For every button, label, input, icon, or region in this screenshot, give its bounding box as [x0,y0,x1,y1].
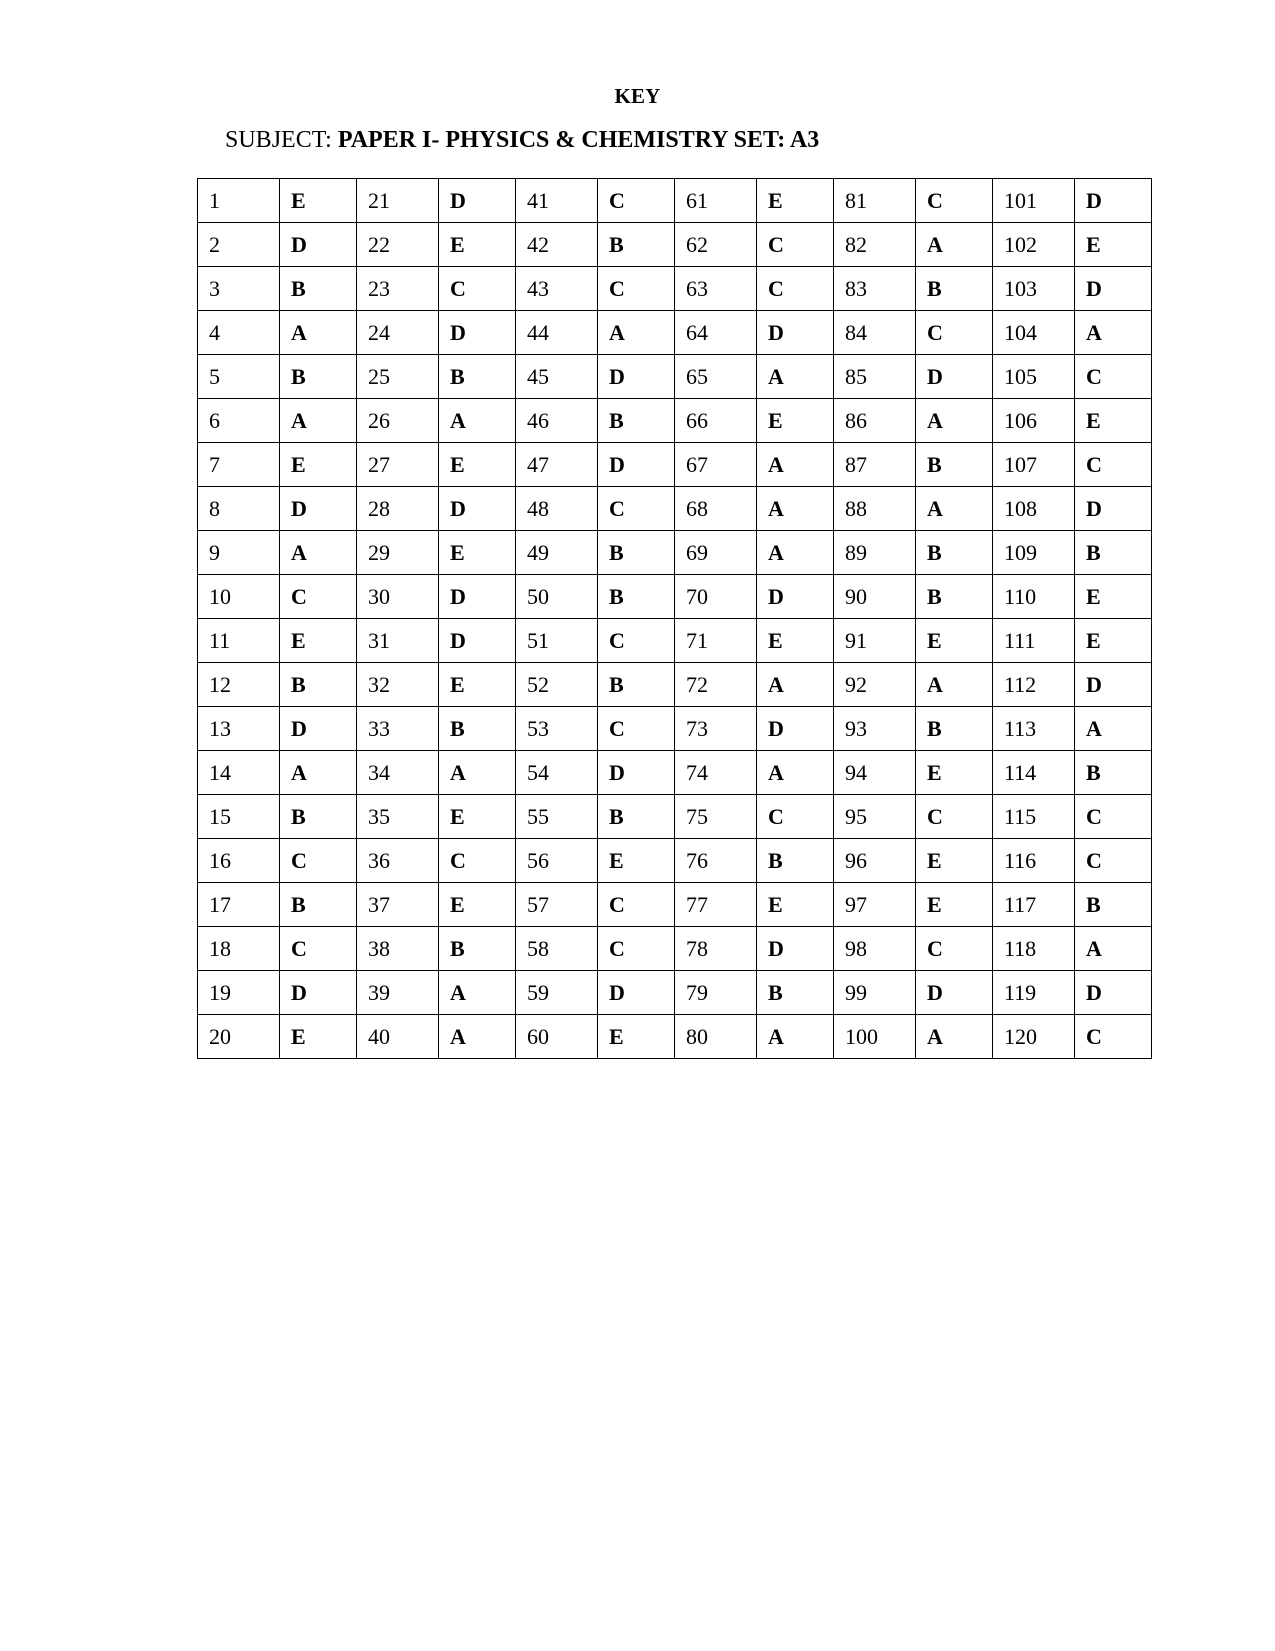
answer-letter-cell: D [598,751,675,795]
question-number-cell: 60 [516,1015,598,1059]
answer-letter-cell: E [280,443,357,487]
answer-letter-cell: B [757,971,834,1015]
question-number-cell: 77 [675,883,757,927]
answer-letter-cell: A [280,311,357,355]
answer-letter-cell: B [598,663,675,707]
answer-letter-cell: D [1075,267,1152,311]
question-number-cell: 58 [516,927,598,971]
subject-value: PAPER I- PHYSICS & CHEMISTRY SET: A3 [337,127,820,153]
question-number-cell: 59 [516,971,598,1015]
question-number-cell: 33 [357,707,439,751]
answer-letter-cell: C [757,267,834,311]
question-number-cell: 119 [993,971,1075,1015]
answer-letter-cell: A [916,1015,993,1059]
subject-label: SUBJECT: [225,127,338,153]
table-row [198,971,1152,1015]
answer-letter-cell: E [757,179,834,223]
answer-letter-cell: B [439,927,516,971]
question-number-cell: 16 [198,839,280,883]
answer-letter-cell: A [757,531,834,575]
question-number-cell: 8 [198,487,280,531]
question-number-cell: 54 [516,751,598,795]
question-number-cell: 84 [834,311,916,355]
answer-letter-cell: E [598,1015,675,1059]
question-number-cell: 80 [675,1015,757,1059]
question-number-cell: 27 [357,443,439,487]
answer-letter-cell: A [439,399,516,443]
answer-letter-cell: C [916,179,993,223]
answer-letter-cell: A [280,751,357,795]
answer-letter-cell: C [598,267,675,311]
question-number-cell: 87 [834,443,916,487]
answer-letter-cell: A [916,223,993,267]
answer-letter-cell: C [1075,795,1152,839]
page-title: KEY [614,84,661,108]
question-number-cell: 72 [675,663,757,707]
answer-letter-cell: E [598,839,675,883]
answer-letter-cell: E [1075,575,1152,619]
table-row [198,707,1152,751]
question-number-cell: 106 [993,399,1075,443]
question-number-cell: 64 [675,311,757,355]
question-number-cell: 53 [516,707,598,751]
answer-letter-cell: A [916,399,993,443]
answer-letter-cell: C [598,619,675,663]
table-row [198,355,1152,399]
answer-letter-cell: B [598,795,675,839]
answer-letter-cell: B [280,663,357,707]
answer-letter-cell: E [1075,399,1152,443]
answer-letter-cell: E [916,839,993,883]
answer-letter-cell: A [598,311,675,355]
table-row [198,927,1152,971]
answer-letter-cell: D [1075,179,1152,223]
question-number-cell: 19 [198,971,280,1015]
answer-letter-cell: E [439,883,516,927]
answer-letter-cell: D [757,707,834,751]
answer-letter-cell: B [280,355,357,399]
answer-letter-cell: D [916,355,993,399]
answer-letter-cell: C [598,487,675,531]
question-number-cell: 44 [516,311,598,355]
answer-letter-cell: B [1075,531,1152,575]
answer-letter-cell: C [439,267,516,311]
question-number-cell: 88 [834,487,916,531]
table-row [198,795,1152,839]
table-row [198,443,1152,487]
question-number-cell: 108 [993,487,1075,531]
answer-letter-cell: D [598,971,675,1015]
question-number-cell: 2 [198,223,280,267]
question-number-cell: 103 [993,267,1075,311]
subject-line [225,127,819,153]
question-number-cell: 69 [675,531,757,575]
answer-letter-cell: D [439,179,516,223]
question-number-cell: 7 [198,443,280,487]
question-number-cell: 102 [993,223,1075,267]
table-row [198,267,1152,311]
question-number-cell: 39 [357,971,439,1015]
answer-letter-cell: D [280,487,357,531]
answer-letter-cell: C [598,707,675,751]
question-number-cell: 82 [834,223,916,267]
question-number-cell: 22 [357,223,439,267]
answer-letter-cell: C [598,927,675,971]
question-number-cell: 25 [357,355,439,399]
question-number-cell: 83 [834,267,916,311]
table-row [198,575,1152,619]
question-number-cell: 28 [357,487,439,531]
question-number-cell: 40 [357,1015,439,1059]
question-number-cell: 110 [993,575,1075,619]
answer-letter-cell: A [1075,927,1152,971]
question-number-cell: 66 [675,399,757,443]
answer-letter-cell: A [757,751,834,795]
question-number-cell: 45 [516,355,598,399]
answer-letter-cell: A [757,663,834,707]
answer-letter-cell: B [916,707,993,751]
question-number-cell: 94 [834,751,916,795]
answer-letter-cell: B [1075,883,1152,927]
question-number-cell: 74 [675,751,757,795]
answer-letter-cell: B [280,883,357,927]
question-number-cell: 36 [357,839,439,883]
question-number-cell: 12 [198,663,280,707]
question-number-cell: 111 [993,619,1075,663]
question-number-cell: 100 [834,1015,916,1059]
table-row [198,311,1152,355]
answer-letter-cell: E [757,399,834,443]
answer-letter-cell: B [280,267,357,311]
answer-letter-cell: E [439,531,516,575]
question-number-cell: 18 [198,927,280,971]
question-number-cell: 89 [834,531,916,575]
answer-letter-cell: C [1075,839,1152,883]
question-number-cell: 43 [516,267,598,311]
table-row [198,399,1152,443]
question-number-cell: 55 [516,795,598,839]
table-row [198,751,1152,795]
question-number-cell: 81 [834,179,916,223]
answer-letter-cell: D [439,487,516,531]
question-number-cell: 68 [675,487,757,531]
answer-letter-cell: A [439,1015,516,1059]
answer-letter-cell: E [916,883,993,927]
answer-letter-cell: A [916,663,993,707]
answer-letter-cell: B [916,267,993,311]
question-number-cell: 56 [516,839,598,883]
question-number-cell: 86 [834,399,916,443]
question-number-cell: 41 [516,179,598,223]
answer-letter-cell: C [757,223,834,267]
question-number-cell: 90 [834,575,916,619]
question-number-cell: 32 [357,663,439,707]
table-row [198,619,1152,663]
answer-letter-cell: A [439,971,516,1015]
answer-letter-cell: C [757,795,834,839]
question-number-cell: 42 [516,223,598,267]
question-number-cell: 105 [993,355,1075,399]
question-number-cell: 116 [993,839,1075,883]
question-number-cell: 85 [834,355,916,399]
answer-letter-cell: A [757,487,834,531]
question-number-cell: 23 [357,267,439,311]
answer-letter-cell: B [598,223,675,267]
answer-key-table [197,178,1152,1059]
answer-letter-cell: D [280,707,357,751]
table-row [198,839,1152,883]
question-number-cell: 3 [198,267,280,311]
question-number-cell: 21 [357,179,439,223]
answer-letter-cell: E [916,619,993,663]
question-number-cell: 63 [675,267,757,311]
answer-letter-cell: B [598,531,675,575]
answer-letter-cell: C [439,839,516,883]
answer-letter-cell: D [757,927,834,971]
answer-letter-cell: C [916,927,993,971]
answer-letter-cell: A [280,399,357,443]
answer-letter-cell: E [1075,619,1152,663]
answer-letter-cell: D [439,311,516,355]
answer-letter-cell: A [1075,707,1152,751]
question-number-cell: 14 [198,751,280,795]
question-number-cell: 50 [516,575,598,619]
question-number-cell: 113 [993,707,1075,751]
question-number-cell: 37 [357,883,439,927]
question-number-cell: 31 [357,619,439,663]
answer-letter-cell: C [598,883,675,927]
question-number-cell: 109 [993,531,1075,575]
question-number-cell: 5 [198,355,280,399]
question-number-cell: 104 [993,311,1075,355]
answer-letter-cell: D [1075,487,1152,531]
answer-letter-cell: E [280,179,357,223]
question-number-cell: 120 [993,1015,1075,1059]
question-number-cell: 67 [675,443,757,487]
answer-letter-cell: C [280,927,357,971]
answer-letter-cell: C [280,839,357,883]
question-number-cell: 4 [198,311,280,355]
question-number-cell: 35 [357,795,439,839]
answer-letter-cell: B [916,531,993,575]
table-row [198,223,1152,267]
answer-letter-cell: C [280,575,357,619]
question-number-cell: 52 [516,663,598,707]
answer-letter-cell: D [598,443,675,487]
question-number-cell: 46 [516,399,598,443]
answer-letter-cell: D [1075,971,1152,1015]
answer-letter-cell: C [916,795,993,839]
question-number-cell: 73 [675,707,757,751]
question-number-cell: 48 [516,487,598,531]
question-number-cell: 99 [834,971,916,1015]
answer-letter-cell: D [916,971,993,1015]
answer-letter-cell: B [439,355,516,399]
question-number-cell: 51 [516,619,598,663]
question-number-cell: 98 [834,927,916,971]
question-number-cell: 112 [993,663,1075,707]
question-number-cell: 24 [357,311,439,355]
question-number-cell: 30 [357,575,439,619]
answer-letter-cell: A [280,531,357,575]
question-number-cell: 96 [834,839,916,883]
question-number-cell: 97 [834,883,916,927]
table-row [198,663,1152,707]
answer-letter-cell: D [1075,663,1152,707]
question-number-cell: 57 [516,883,598,927]
answer-letter-cell: D [439,619,516,663]
question-number-cell: 17 [198,883,280,927]
table-row [198,883,1152,927]
question-number-cell: 10 [198,575,280,619]
question-number-cell: 79 [675,971,757,1015]
question-number-cell: 70 [675,575,757,619]
question-number-cell: 107 [993,443,1075,487]
answer-letter-cell: B [916,443,993,487]
question-number-cell: 1 [198,179,280,223]
answer-letter-cell: A [757,1015,834,1059]
answer-letter-cell: B [916,575,993,619]
answer-letter-cell: A [439,751,516,795]
answer-letter-cell: C [916,311,993,355]
answer-letter-cell: E [280,1015,357,1059]
question-number-cell: 75 [675,795,757,839]
question-number-cell: 6 [198,399,280,443]
table-row [198,179,1152,223]
answer-letter-cell: B [598,575,675,619]
answer-letter-cell: A [757,443,834,487]
question-number-cell: 118 [993,927,1075,971]
answer-letter-cell: C [1075,443,1152,487]
question-number-cell: 92 [834,663,916,707]
answer-letter-cell: E [1075,223,1152,267]
answer-letter-cell: D [757,575,834,619]
question-number-cell: 49 [516,531,598,575]
answer-letter-cell: B [280,795,357,839]
question-number-cell: 78 [675,927,757,971]
question-number-cell: 93 [834,707,916,751]
answer-letter-cell: E [280,619,357,663]
answer-letter-cell: C [1075,355,1152,399]
question-number-cell: 76 [675,839,757,883]
question-number-cell: 29 [357,531,439,575]
question-number-cell: 13 [198,707,280,751]
question-number-cell: 95 [834,795,916,839]
question-number-cell: 11 [198,619,280,663]
answer-letter-cell: B [598,399,675,443]
question-number-cell: 114 [993,751,1075,795]
answer-letter-cell: C [598,179,675,223]
answer-letter-cell: E [757,619,834,663]
answer-letter-cell: C [1075,1015,1152,1059]
answer-letter-cell: A [1075,311,1152,355]
answer-letter-cell: E [757,883,834,927]
answer-letter-cell: E [439,663,516,707]
answer-letter-cell: D [280,223,357,267]
question-number-cell: 62 [675,223,757,267]
answer-letter-cell: D [757,311,834,355]
question-number-cell: 47 [516,443,598,487]
answer-key-body [198,179,1152,1059]
question-number-cell: 61 [675,179,757,223]
question-number-cell: 20 [198,1015,280,1059]
answer-letter-cell: B [1075,751,1152,795]
question-number-cell: 9 [198,531,280,575]
table-row [198,1015,1152,1059]
question-number-cell: 115 [993,795,1075,839]
answer-letter-cell: B [439,707,516,751]
table-row [198,531,1152,575]
answer-letter-cell: B [757,839,834,883]
answer-letter-cell: E [439,223,516,267]
question-number-cell: 117 [993,883,1075,927]
answer-letter-cell: A [757,355,834,399]
answer-letter-cell: D [439,575,516,619]
question-number-cell: 71 [675,619,757,663]
question-number-cell: 101 [993,179,1075,223]
question-number-cell: 65 [675,355,757,399]
question-number-cell: 26 [357,399,439,443]
question-number-cell: 91 [834,619,916,663]
answer-letter-cell: A [916,487,993,531]
answer-letter-cell: E [439,795,516,839]
question-number-cell: 15 [198,795,280,839]
question-number-cell: 34 [357,751,439,795]
question-number-cell: 38 [357,927,439,971]
table-row [198,487,1152,531]
answer-letter-cell: E [916,751,993,795]
answer-letter-cell: D [598,355,675,399]
answer-letter-cell: D [280,971,357,1015]
answer-letter-cell: E [439,443,516,487]
